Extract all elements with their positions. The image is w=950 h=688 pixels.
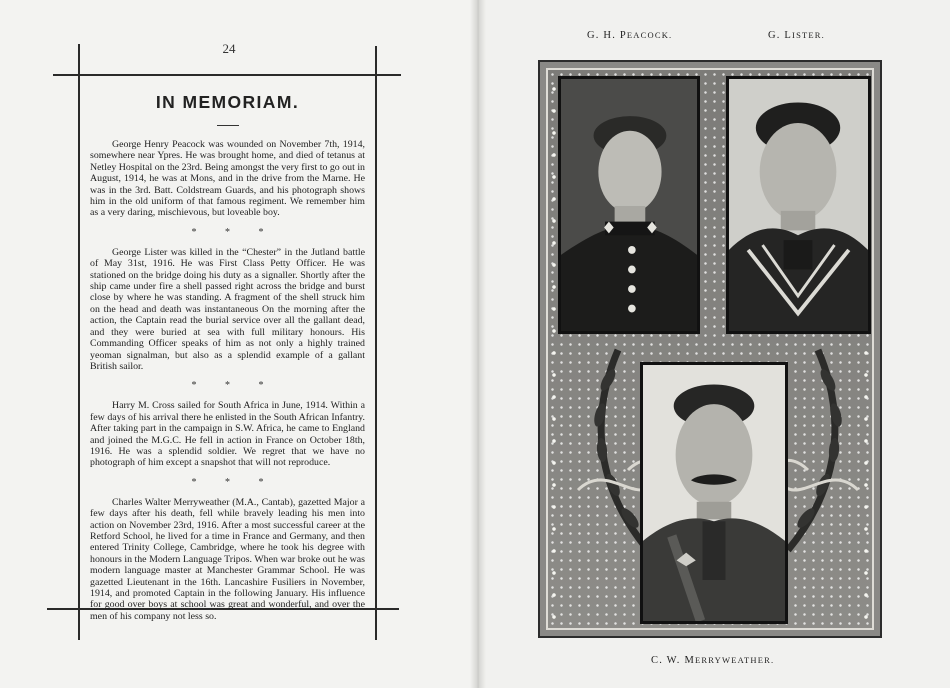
title-divider bbox=[217, 125, 239, 126]
page-number: 24 bbox=[222, 41, 236, 56]
frame-left-rule bbox=[78, 44, 80, 640]
portrait-peacock-image bbox=[561, 79, 697, 331]
caption-merryweather bbox=[651, 655, 774, 666]
paragraph-merryweather: Charles Walter Merryweather (M.A., Cantab), gazetted Major a few days after his death, fell while bravely leading his men into action on November 23rd, 1916. After a most successful career at the Retford School, he lived for a time in France and Germany, and then entered Trinity College, Cambridge, where he took his degree with honours in the Modern Language Tripos. When war broke out he was modern language master at Manchester Grammar School. He was gazetted Lieutenant in the 16th. Lancashire Fusiliers in November, 1914, and promoted Captain in the following January. His influence for good over boys at school was great and wonderful, and over the men of his company not less so. bbox=[90, 496, 365, 622]
paragraph-lister: George Lister was killed in the “Chester” in the Jutland battle of May 31st, 1916. He was First Class Petty Officer. He was stationed on the bridge doing his duty as a signaller. Shortly after the ship came under fire a shell passed right across the bridge and burst close by where he was standing. A fragment of the shell struck him on the head and death was instantaneous On the morning after the action, the Captain read the burial service over all the gallant dead, and they were buried at sea with full military honours. His Commanding Officer speaks of him as not only a highly trained yeoman signalman, but also as a splendid example of a gallant British sailor. bbox=[90, 246, 365, 372]
caption-merryweather-initials: C. W. M bbox=[651, 655, 695, 666]
asterism-separator: * * * bbox=[191, 476, 277, 488]
asterism-separator: * * * bbox=[191, 226, 277, 238]
photo-merryweather bbox=[640, 362, 788, 624]
caption-merryweather-rest: ERRYWEATHER. bbox=[695, 655, 775, 665]
caption-lister-rest: ISTER. bbox=[792, 30, 825, 40]
paragraph-peacock: George Henry Peacock was wounded on November 7th, 1914, somewhere near Ypres. He was brought home, and died of tetanus at Netley Hospital on the 23rd. Being amongst the very first to go out in August, 1914, he was at Mons, and in the drive from the Marne. He was in the 3rd. Batt. Coldstream Guards, and his photograph shows him in the old uniform of that famous regiment. We remember him as a very daring, mischievous, but loveable boy. bbox=[90, 139, 365, 219]
asterism-separator: * * * bbox=[191, 380, 277, 392]
frame-right-rule bbox=[375, 46, 377, 640]
photo-lister bbox=[726, 76, 871, 334]
portrait-merryweather-image bbox=[643, 365, 785, 621]
photo-plate bbox=[538, 60, 882, 638]
book-gutter bbox=[470, 0, 486, 688]
caption-peacock-rest: EACOCK. bbox=[626, 30, 673, 40]
border-ornament-left bbox=[550, 78, 558, 620]
frame-top-rule bbox=[53, 74, 401, 76]
page-title: IN MEMORIAM. bbox=[155, 92, 300, 112]
caption-lister-initials: G. L bbox=[768, 30, 793, 41]
caption-lister bbox=[768, 30, 825, 41]
memoriam-article bbox=[90, 92, 365, 622]
paragraph-cross: Harry M. Cross sailed for South Africa in June, 1914. Within a few days of his arrival there he enlisted in the South African Infantry. After taking part in the campaign in S.W. Africa, he came to England and joined the M.G.C. He fell in action in France on October 18th, 1916. He was a splendid soldier. We regret that we have no photograph of him except a snapshot that will not reproduce. bbox=[90, 400, 365, 469]
portrait-lister-image bbox=[729, 79, 868, 331]
caption-peacock bbox=[587, 30, 672, 41]
photo-peacock bbox=[558, 76, 700, 334]
caption-peacock-initials: G. H. P bbox=[587, 30, 627, 41]
